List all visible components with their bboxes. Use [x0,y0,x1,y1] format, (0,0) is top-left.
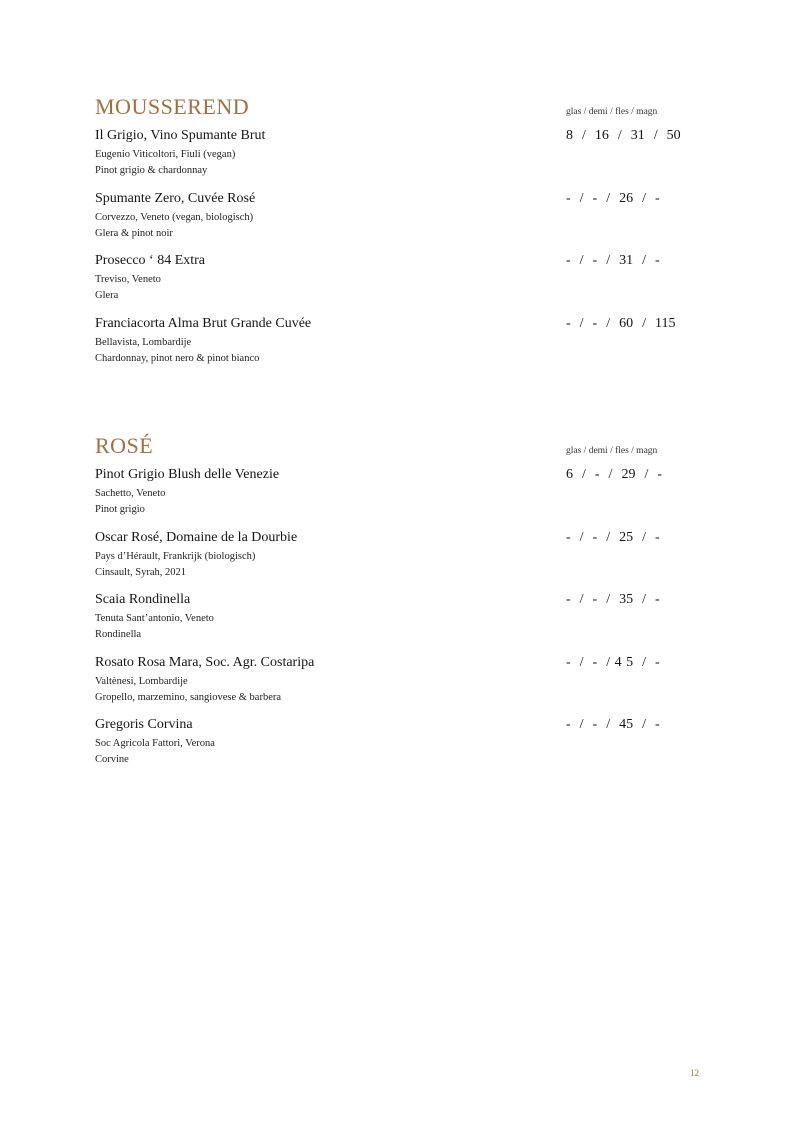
wine-item [95,716,705,779]
wine-prices: - / - / 4 5 / - [566,654,660,670]
price-columns-header: glas / demi / fles / magn [566,107,658,117]
wine-grape: Rondinella [95,629,142,640]
wine-grape: Chardonnay, pinot nero & pinot bianco [95,352,260,364]
price-columns-header: glas / demi / fles / magn [566,446,658,456]
section-mousserend [95,93,705,377]
section-title: MOUSSEREND [95,94,250,119]
wine-prices: - / - / 25 / - [566,529,660,545]
wine-origin: Valtènesi, Lombardije [95,675,188,687]
wine-origin: Pays d’Hérault, Frankrijk (biologisch) [95,550,256,562]
wine-grape: Corvine [95,754,129,765]
wine-origin: Eugenio Viticoltori, Fiuli (vegan) [95,149,236,160]
wine-item [95,127,705,190]
wine-item [95,466,705,529]
wine-grape: Glera [95,290,119,301]
wine-origin: Bellavista, Lombardije [95,336,192,348]
wine-name: Spumante Zero, Cuvée Rosé [95,190,256,206]
section-title: ROSÉ [95,433,154,458]
wine-grape: Cinsault, Syrah, 2021 [95,566,186,578]
page-number: 12 [690,1068,699,1078]
wine-prices: - / - / 31 / - [566,253,660,268]
wine-origin: Corvezzo, Veneto (vegan, biologisch) [95,211,254,223]
wine-prices: - / - / 45 / - [566,717,660,732]
section-header [95,432,705,466]
wine-item [95,529,705,592]
wine-prices: - / - / 60 / 115 [566,315,676,331]
wine-name: Scaia Rondinella [95,592,191,607]
wine-prices: - / - / 26 / - [566,190,660,206]
wine-name: Pinot Grigio Blush delle Venezie [95,467,280,482]
wine-item [95,591,705,654]
wine-name: Il Grigio, Vino Spumante Brut [95,128,266,143]
wine-prices: 6 / - / 29 / - [566,467,662,482]
wine-grape: Pinot grigio [95,504,145,515]
wine-name: Gregoris Corvina [95,717,193,732]
wine-grape: Pinot grigio & chardonnay [95,165,208,176]
wine-origin: Sachetto, Veneto [95,488,166,499]
wine-item [95,315,705,378]
wine-name: Prosecco ‘ 84 Extra [95,253,206,268]
section-rose [95,432,705,779]
wine-name: Rosato Rosa Mara, Soc. Agr. Costaripa [95,654,315,670]
wine-name: Oscar Rosé, Domaine de la Dourbie [95,529,298,545]
wine-item [95,654,705,717]
wine-item [95,252,705,315]
section-header [95,93,705,127]
wine-origin: Soc Agricola Fattori, Verona [95,738,215,749]
wine-prices: 8 / 16 / 31 / 50 [566,128,681,143]
wine-name: Franciacorta Alma Brut Grande Cuvée [95,315,312,331]
wine-grape: Gropello, marzemino, sangiovese & barbera [95,691,282,703]
wine-prices: - / - / 35 / - [566,592,660,607]
wine-grape: Glera & pinot noir [95,227,173,239]
wine-origin: Tenuta Sant’antonio, Veneto [95,613,214,624]
wine-origin: Treviso, Veneto [95,274,161,285]
wine-item [95,190,705,253]
